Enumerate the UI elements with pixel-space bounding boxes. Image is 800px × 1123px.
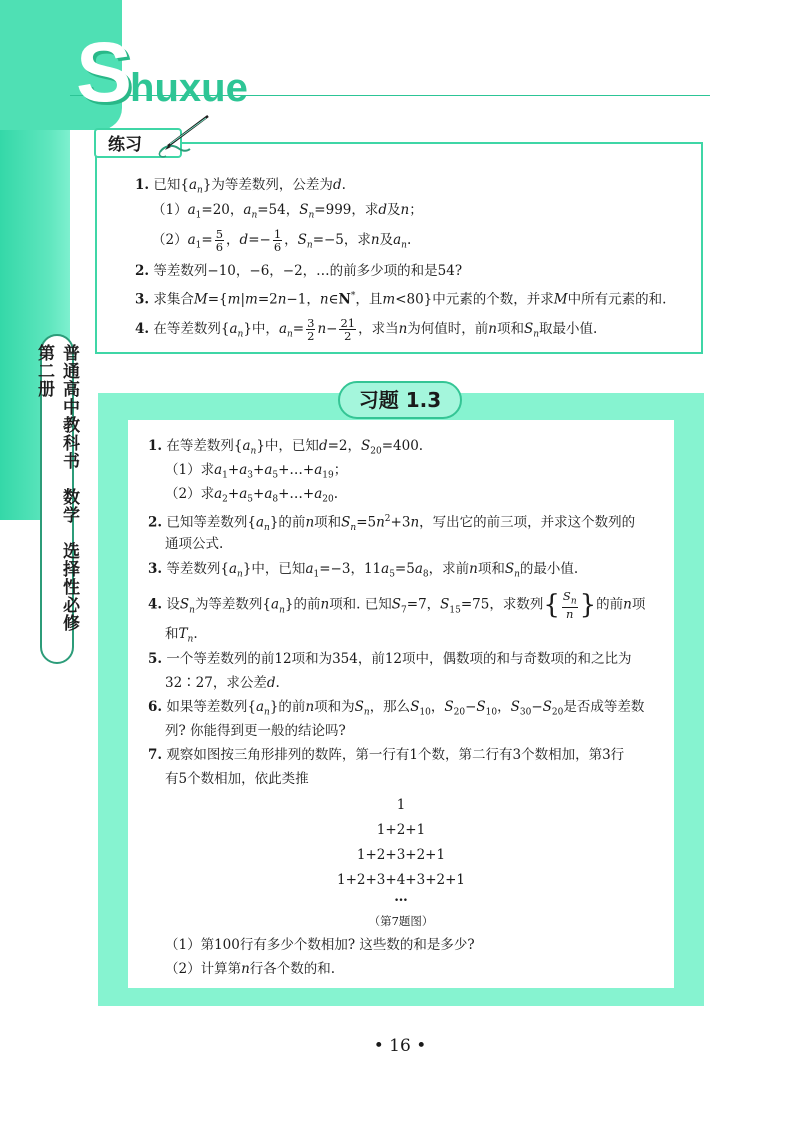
exercise-q4: 4. 在等差数列$\{a_n\}$中，$a_n=$ $\frac{3}{2}$ n− $\frac{21}{2}$ ，求当n为何值时，前n项和$S_n$取最小值.	[135, 316, 598, 343]
exercise-q1-part1: $(1)a_1=20$，$a_n=54$，$S_n=999$，求d及n；	[152, 202, 423, 221]
triangle-row-4: 1+2+3+4+3+2+1	[337, 872, 465, 888]
exercise-q1-part2: $(2)a_1=$ $\frac{5}{6}$ ，d=− $\frac{1}{6}$ ，$S_n=-5$，求n及$a_n$.	[152, 227, 412, 254]
figure-caption: （第7题图）	[368, 914, 434, 928]
brand-initial: S	[76, 25, 133, 119]
exercise-label: 练习	[94, 128, 182, 158]
page-number: • 16 •	[373, 1036, 427, 1056]
problem-7-line2: 有5个数相加，依此类推	[165, 771, 309, 787]
problem-1-part1: （1）求$a_1+a_3+a_5+\dots+a_{19}$；	[165, 462, 348, 481]
exercise-q3: 3. 求集合M={m|m=2n−1，n∈N*，且m<80}中元素的个数，并求M中所有元素的和.	[135, 291, 667, 308]
problem-3: 3. 等差数列$\{a_n\}$中，已知$a_1=-3$，$11a_5=5a_8$，求前n项和$S_n$的最小值.	[148, 561, 579, 580]
problem-1: 1. 在等差数列$\{a_n\}$中，已知d=2，$S_{20}=400$.	[148, 438, 424, 457]
pen-icon	[150, 112, 212, 160]
problem-6: 6. 如果等差数列$\{a_n\}$的前n项和为$S_n$，那么$S_{10}$，$S_{20}-S_{10}$，$S_{30}-S_{20}$是否成等差数	[148, 699, 645, 718]
problem-4: 4. 设$S_n$为等差数列$\{a_n\}$的前n项和. 已知$S_7=7$，$S_{15}=75$，求数列{ $\frac{S_n}{n}$ }的前n项	[148, 589, 646, 622]
problem-7-part2: （2）计算第n行各个数的和.	[165, 961, 336, 977]
problem-7: 7. 观察如图按三角形排列的数阵，第一行有1个数，第二行有3个数相加，第3行	[148, 747, 625, 763]
problem-1-part2: （2）求$a_2+a_5+a_8+\dots+a_{20}$.	[165, 486, 339, 505]
side-book-title: 普通高中教科书 数学 选择性必修 第二册	[40, 334, 74, 664]
problem-7-part1: （1）第100行有多少个数相加? 这些数的和是多少?	[165, 937, 475, 953]
triangle-row-2: 1+2+1	[376, 822, 426, 838]
problem-2-line2: 通项公式.	[165, 536, 224, 552]
triangle-row-1: 1	[396, 797, 406, 813]
exercise-q2: 2. 等差数列−10，−6，−2，…的前多少项的和是54?	[135, 263, 463, 279]
problem-5-line2: 32∶27，求公差d.	[165, 675, 280, 691]
problem-2: 2. 已知等差数列$\{a_n\}$的前n项和$S_n=5n^2+3n$，写出它的前三项，并求这个数列的	[148, 514, 636, 534]
problems-title: 习题 1.3	[338, 381, 462, 419]
exercise-q1: 1. 已知$\{a_n\}$为等差数列，公差为d.	[135, 177, 346, 196]
brand-logo	[76, 25, 248, 119]
problem-6-line2: 列? 你能得到更一般的结论吗?	[165, 723, 346, 739]
triangle-ellipsis: …	[394, 889, 408, 905]
problem-4-line2: 和$T_n$.	[165, 626, 198, 645]
triangle-row-3: 1+2+3+2+1	[356, 847, 446, 863]
problem-5: 5. 一个等差数列的前12项和为354，前12项中，偶数项的和与奇数项的和之比为	[148, 651, 632, 667]
brand-rest: huxue	[130, 66, 248, 110]
